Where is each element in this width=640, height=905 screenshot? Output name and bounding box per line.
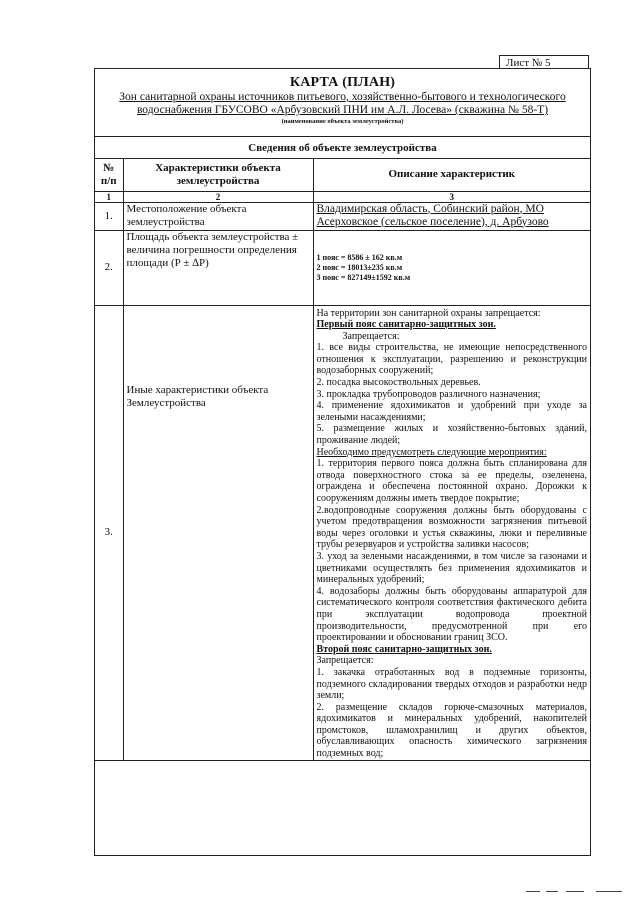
list-item: 2. размещение складов горюче-смазочных материалов, ядохимикатов и минеральных удобрений, накопителей промстоков, шламохранилищ и других объектов, обуславливающих опасность химического загрязнения подземных вод;: [316, 701, 587, 760]
sheet-number: Лист № 5: [499, 55, 589, 69]
row-label: Площадь объекта землеустройства ± величина погрешности определения площади (Р ± ∆Р): [123, 230, 313, 305]
col-index: 3: [313, 191, 590, 202]
document-title: КАРТА (ПЛАН): [289, 75, 396, 90]
row-number: 3.: [95, 305, 123, 760]
area-belt-2: 2 пояс = 18013±235 кв.м: [316, 262, 403, 272]
row-label: Иные характеристики объекта Землеустройства: [123, 305, 313, 760]
measures-title: Необходимо предусмотреть следующие мероприятия:: [316, 446, 547, 458]
belt2-title: Второй пояс санитарно-защитных зон.: [316, 643, 492, 655]
area-belt-1: 1 пояс = 8586 ± 162 кв.м: [316, 252, 403, 262]
document-header: [95, 69, 590, 137]
row-label: Местоположение объекта землеустройства: [123, 202, 313, 230]
table-row-other: [95, 305, 590, 760]
list-item: 3. прокладка трубопроводов различного назначения;: [316, 388, 541, 400]
col-header-description: Описание характеристик: [313, 159, 590, 191]
row-value-area: [313, 230, 590, 305]
table-row-area: [95, 230, 590, 305]
footer-dash: [566, 891, 584, 892]
document-subtitle: Зон санитарной охраны источников питьевого, хозяйственно-бытового и технологического водоснабжения ГБУСОВО «Арбузовский ПНИ им А.Л. Лосева» (скважина № 58-Т): [119, 91, 566, 116]
restrictions-intro: На территории зон санитарной охраны запрещается:: [316, 307, 541, 319]
col-index: 1: [95, 191, 123, 202]
list-item: 4. применение ядохимикатов и удобрений при уходе за зелеными насаждениями;: [316, 400, 587, 423]
section-title: Сведения об объекте землеустройства: [95, 137, 590, 159]
footer-dash: [526, 891, 540, 892]
list-item: 2. посадка высокоствольных деревьев.: [316, 377, 481, 389]
col-index: 2: [123, 191, 313, 202]
row-number: 2.: [95, 230, 123, 305]
area-belt-3: 3 пояс = 827149±1592 кв.м: [316, 272, 411, 282]
col-header-characteristic: Характеристики объекта землеустройства: [123, 159, 313, 191]
table-row-location: [95, 202, 590, 230]
list-item: 3. уход за зелеными насаждениями, в том числе за газонами и цветниками осуществлять без применения ядохимикатов и минеральных удобрений;: [316, 550, 587, 586]
row-number: 1.: [95, 202, 123, 230]
document-frame: [94, 68, 591, 856]
table-header-row: [95, 159, 590, 191]
list-item: 1. закачка отработанных вод в подземные горизонты, подземного складирования твердых отходов и разработки недр земли;: [316, 666, 587, 702]
list-item: 4. водозаборы должны быть оборудованы аппаратурой для систематического контроля соответствия фактического дебита при эксплуатации водопровода проектной производительности, предусмотренной при его проектировании и обосновании границ ЗСО.: [316, 585, 587, 644]
belt1-title: Первый пояс санитарно-защитных зон.: [316, 319, 496, 331]
footer-dash: [546, 891, 558, 892]
info-table: [95, 159, 590, 761]
list-item: 1. территория первого пояса должна быть спланирована для отвода поверхностного стока за ее пределы, озеленена, ограждена и обеспечена постоянной охрано. Дорожки к сооружениям должны иметь твердое покрытие;: [316, 458, 587, 504]
column-index-row: [95, 191, 590, 202]
belt1-forbidden-label: Запрещается:: [342, 330, 400, 342]
footer-dash: [596, 891, 622, 892]
row-value-location: Владимирская область, Собинский район, МО Асерховское (сельское поселение), д. Арбузово: [313, 202, 590, 230]
belt2-forbidden-label: Запрещается:: [316, 655, 374, 667]
list-item: 2.водопроводные сооружения должны быть оборудованы с учетом предотвращения возможности загрязнения питьевой воды через оголовки и устья скважины, люки и переливные трубы резервуаров и устройства заливки насосов;: [316, 504, 587, 551]
row-value-restrictions: [313, 305, 590, 760]
list-item: 5. размещение жилых и хозяйственно-бытовых зданий, проживание людей;: [316, 423, 587, 447]
list-item: 1. все виды строительства, не имеющие непосредственного отношения к эксплуатации, разрешению и реконструкции водозаборных сооружений;: [316, 342, 587, 377]
col-header-num: № п/п: [95, 159, 123, 191]
subtitle-caption: (наименование объекта землеустройства): [281, 118, 404, 125]
